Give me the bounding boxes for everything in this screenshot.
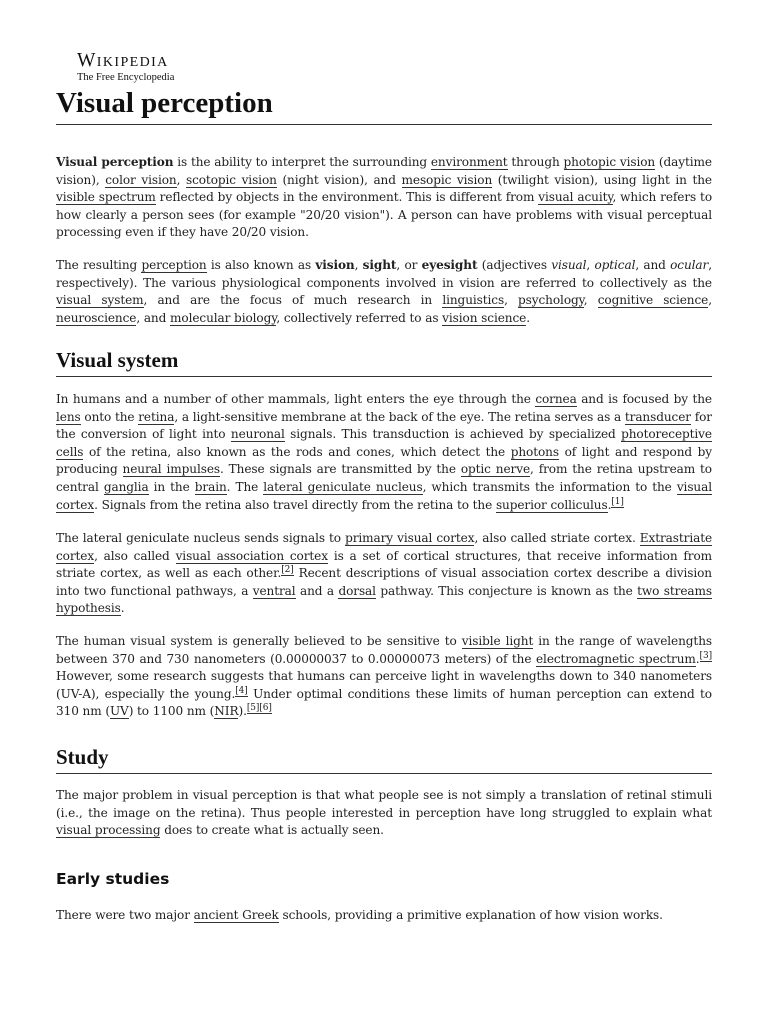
section-early-studies: [56, 869, 712, 889]
intro-paragraph-2: [56, 257, 712, 327]
link-visual-cortex[interactable]: visual cortex: [56, 479, 712, 512]
citation-link[interactable]: [5]: [246, 703, 260, 714]
bold-term: vision: [315, 258, 355, 272]
link-environment[interactable]: environment: [430, 155, 508, 169]
citation: [259, 703, 271, 714]
citation: [281, 565, 293, 576]
italic-term: ocular: [670, 258, 709, 272]
section-heading: Study: [56, 744, 712, 774]
study-paragraph-1: [56, 787, 712, 840]
bold-term: Visual perception: [56, 155, 174, 169]
link-photoreceptive-cells[interactable]: photoreceptive cells: [56, 427, 712, 459]
paragraph-text: The human visual system is generally believed to be sensitive to visible light in the range of wavelengths between 370 and 730 nanometers (0.00000037 to 0.00000073 meters) of the electromagnetic spectrum.[3] However, some research suggests that humans can perceive light in wavelengths down to 340 nanometers (UV-A), especially the young.[4] Under optimal conditions these limits of human perception can extend to 310 nm (UV) to 1100 nm (NIR).[5][6]: [56, 634, 712, 719]
link-visual-association-cortex[interactable]: visual association cortex: [175, 548, 328, 563]
link-ganglia[interactable]: ganglia: [103, 479, 149, 494]
link-nir[interactable]: NIR: [214, 704, 239, 719]
link-photons[interactable]: photons: [510, 444, 559, 459]
wikipedia-logo[interactable]: [77, 51, 237, 84]
bold-term: sight: [362, 258, 397, 272]
link-visible-light[interactable]: visible light: [461, 634, 534, 648]
citation: [235, 686, 247, 697]
link-visual-acuity[interactable]: visual acuity: [538, 190, 613, 205]
link-neuroscience[interactable]: neuroscience: [56, 310, 137, 325]
link-retina[interactable]: retina: [138, 409, 175, 424]
paragraph-text: There were two major ancient Greek schools, providing a primitive explanation of how vision works.: [56, 908, 663, 922]
paragraph-text: Visual perception is the ability to interpret the surrounding environment through photopic vision (daytime vision), color vision, scotopic vision (night vision), and mesopic vision (twilight vision), using light in the visible spectrum reflected by objects in the environment. This is different from visual acuity, which refers to how clearly a person sees (for example "20/20 vision"). A person can have problems with visual perceptual processing even if they have 20/20 vision.: [56, 155, 712, 240]
logo-tagline: The Free Encyclopedia: [77, 72, 175, 83]
citation-link[interactable]: [3]: [699, 650, 712, 661]
citation: [700, 651, 712, 662]
subsection-heading: Early studies: [56, 870, 170, 888]
italic-term: visual: [551, 258, 587, 272]
link-linguistics[interactable]: linguistics: [442, 293, 505, 308]
link-brain[interactable]: brain: [194, 479, 227, 494]
link-lateral-geniculate-nucleus[interactable]: lateral geniculate nucleus: [263, 479, 423, 494]
link-extrastriate-cortex[interactable]: Extrastriate cortex: [56, 531, 713, 563]
section-visual-system: [56, 347, 712, 377]
link-psychology[interactable]: psychology: [518, 293, 584, 308]
link-visual-processing[interactable]: visual processing: [56, 823, 161, 838]
visual-system-paragraph-3: [56, 633, 712, 721]
link-cognitive-science[interactable]: cognitive science: [597, 293, 709, 308]
bold-term: eyesight: [421, 258, 478, 272]
section-study: [56, 744, 712, 774]
citation: [611, 497, 623, 508]
italic-term: optical: [594, 258, 636, 272]
logo-wordmark: Wikipedia: [77, 50, 169, 71]
link-neural-impulses[interactable]: neural impulses: [122, 462, 220, 477]
link-uv[interactable]: UV: [109, 704, 129, 719]
paragraph-text: The resulting perception is also known as vision, sight, or eyesight (adjectives visual, optical, and ocular, respectively). The various physiological components involved in vision are referred to collectively as the visual system, and are the focus of much research in linguistics, psychology, cognitive science, neuroscience, and molecular biology, collectively referred to as vision science.: [56, 258, 712, 325]
paragraph-text: The lateral geniculate nucleus sends signals to primary visual cortex, also called striate cortex. Extrastriate cortex, also called visual association cortex is a set of cortical structures, that receive information from striate cortex, as well as each other.[2] Recent descriptions of visual association cortex describe a division into two functional pathways, a ventral and a dorsal pathway. This conjecture is known as the two streams hypothesis.: [56, 531, 713, 616]
link-visual-system[interactable]: visual system: [56, 293, 144, 308]
paragraph-text: The major problem in visual perception is that what people see is not simply a translation of retinal stimuli (i.e., the image on the retina). Thus people interested in perception have long struggled to explain what visual processing does to create what is actually seen.: [56, 788, 712, 838]
link-mesopic-vision[interactable]: mesopic vision: [401, 172, 493, 187]
visual-system-paragraph-2: [56, 530, 712, 618]
link-visible-spectrum[interactable]: visible spectrum: [56, 190, 156, 205]
citation-link[interactable]: [1]: [611, 496, 624, 507]
citation: [247, 703, 259, 714]
link-color-vision[interactable]: color vision: [105, 172, 177, 187]
citation-link[interactable]: [2]: [281, 565, 294, 576]
intro-paragraph-1: [56, 154, 712, 242]
link-lens[interactable]: lens: [56, 409, 81, 424]
link-superior-colliculus[interactable]: superior colliculus: [495, 497, 608, 512]
link-scotopic-vision[interactable]: scotopic vision: [185, 172, 277, 187]
link-vision-science[interactable]: vision science: [442, 310, 527, 325]
link-photopic-vision[interactable]: photopic vision: [563, 155, 656, 169]
link-optic-nerve[interactable]: optic nerve: [460, 462, 531, 477]
section-heading: Visual system: [56, 347, 712, 377]
link-ventral[interactable]: ventral: [252, 583, 296, 598]
page-title: Visual perception: [56, 85, 712, 125]
link-neuronal[interactable]: neuronal: [230, 427, 285, 442]
link-transducer[interactable]: transducer: [624, 409, 691, 424]
link-primary-visual-cortex[interactable]: primary visual cortex: [345, 531, 475, 545]
paragraph-text: In humans and a number of other mammals, light enters the eye through the cornea and is focused by the lens onto the retina, a light-sensitive membrane at the back of the eye. The retina serves as a transducer for the conversion of light into neuronal signals. This transduction is achieved by specialized photoreceptive cells of the retina, also known as the rods and cones, which detect the photons of light and respond by producing neural impulses. These signals are transmitted by the optic nerve, from the retina upstream to central ganglia in the brain. The lateral geniculate nucleus, which transmits the information to the visual cortex. Signals from the retina also travel directly from the retina to the superior colliculus.[1]: [56, 392, 713, 512]
visual-system-paragraph-1: [56, 391, 712, 514]
link-two-streams-hypothesis[interactable]: two streams hypothesis: [56, 583, 712, 616]
citation-link[interactable]: [6]: [259, 703, 272, 714]
link-electromagnetic-spectrum[interactable]: electromagnetic spectrum: [536, 651, 696, 666]
early-studies-paragraph-1: [56, 907, 712, 925]
link-dorsal[interactable]: dorsal: [338, 583, 376, 598]
citation-link[interactable]: [4]: [235, 685, 248, 696]
link-molecular-biology[interactable]: molecular biology: [170, 310, 277, 325]
link-cornea[interactable]: cornea: [535, 392, 577, 406]
link-perception[interactable]: perception: [141, 258, 207, 272]
link-ancient-greek[interactable]: ancient Greek: [193, 908, 279, 922]
